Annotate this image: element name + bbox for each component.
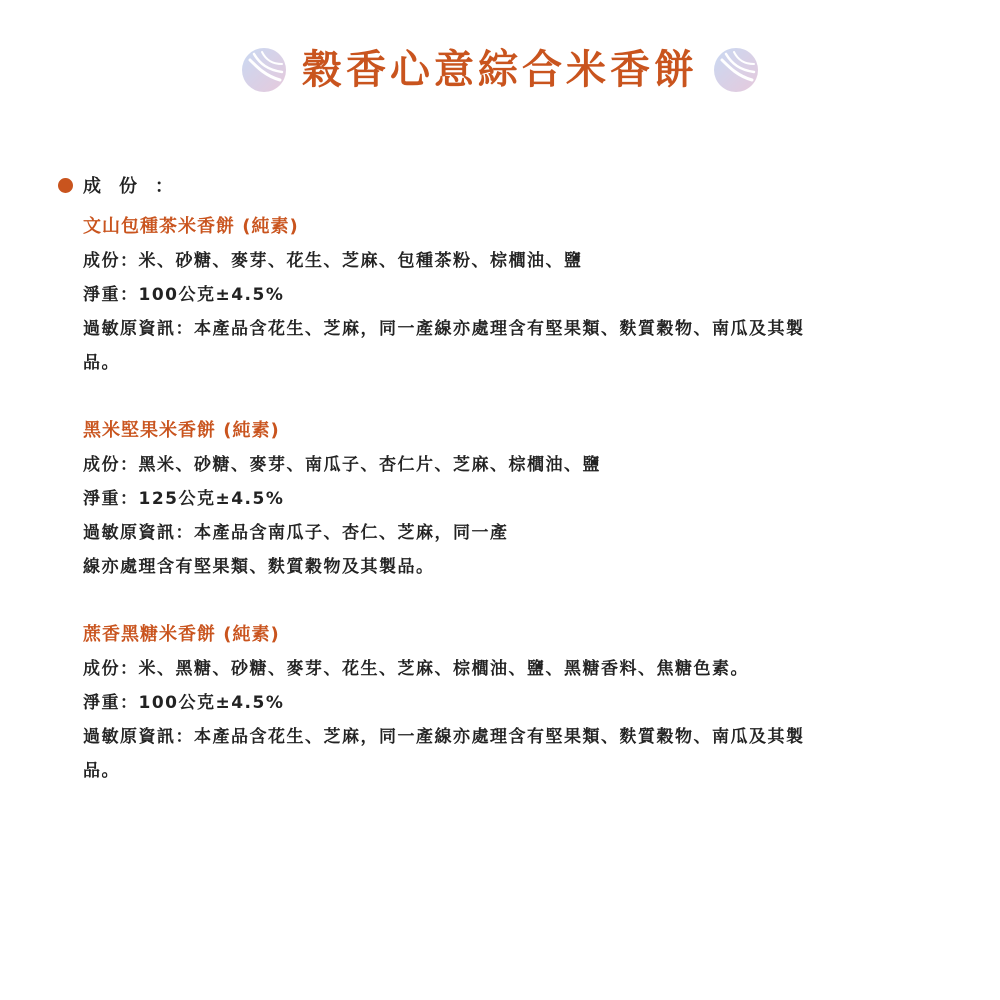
ingredients-section-heading: [58, 170, 173, 200]
bullet-dot-icon: [58, 178, 73, 193]
allergen-line: 過敏原資訊：本產品含南瓜子、杏仁、芝麻，同一產: [83, 523, 509, 543]
page-title: 穀香心意綜合米香餅: [302, 47, 698, 93]
allergen-line-continued: 品。: [83, 761, 120, 781]
product-name: 黑米堅果米香餅 (純素): [83, 420, 280, 441]
product-block: [83, 414, 953, 584]
allergen-line: 過敏原資訊：本產品含花生、芝麻，同一產線亦處理含有堅果類、麩質穀物、南瓜及其製: [83, 727, 805, 747]
ingredients-line: 成份：米、砂糖、麥芽、花生、芝麻、包種茶粉、棕櫚油、鹽: [83, 251, 583, 271]
rice-grain-emblem-icon: [712, 46, 760, 94]
net-weight-line: 淨重：100公克±4.5%: [83, 693, 285, 713]
allergen-line: 過敏原資訊：本產品含花生、芝麻，同一產線亦處理含有堅果類、麩質穀物、南瓜及其製: [83, 319, 805, 339]
product-block: [83, 210, 953, 380]
product-name: 蔗香黑糖米香餅 (純素): [83, 624, 280, 645]
net-weight-line: 淨重：100公克±4.5%: [83, 285, 285, 305]
net-weight-line: 淨重：125公克±4.5%: [83, 489, 285, 509]
title-banner: [0, 42, 1000, 98]
allergen-line-continued: 線亦處理含有堅果類、麩質穀物及其製品。: [83, 557, 435, 577]
ingredients-line: 成份：米、黑糖、砂糖、麥芽、花生、芝麻、棕櫚油、鹽、黑糖香料、焦糖色素。: [83, 659, 749, 679]
rice-grain-emblem-icon: [240, 46, 288, 94]
ingredients-line: 成份：黑米、砂糖、麥芽、南瓜子、杏仁片、芝麻、棕櫚油、鹽: [83, 455, 601, 475]
allergen-line-continued: 品。: [83, 353, 120, 373]
product-name: 文山包種茶米香餅 (純素): [83, 216, 299, 237]
product-block: [83, 618, 953, 788]
section-label: 成 份 ：: [83, 176, 173, 197]
